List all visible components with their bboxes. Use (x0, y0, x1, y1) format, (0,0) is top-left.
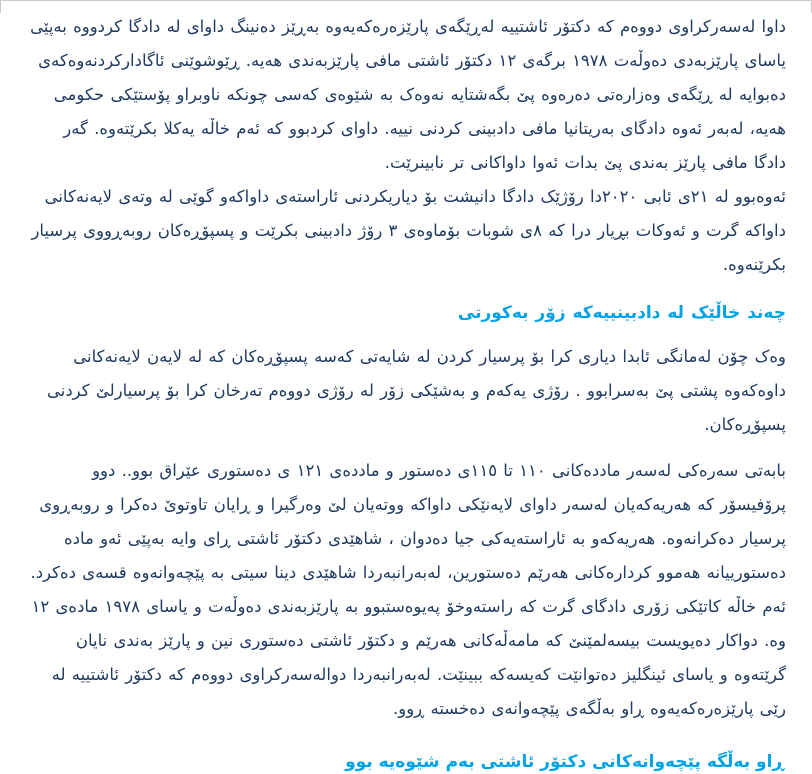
article-body (0, 1, 812, 726)
article-paragraph-4: بابەتی سەرەکی لەسەر ماددەکانی ١١٠ تا ١١٥ی دەستور و ماددەی ١٢١ ی دەستوری عێراق بوو.. دوو پرۆفیسۆر کە هەریەکەیان لەسەر داوای لایەنێکی داواکە ووتەیان لێ وەرگیرا و ڕایان تاوتوێ دەکرا و روبەڕوی پرسیار دەکرانەوە. هەریەکەو بە ئاراستەیەکی جیا دەدوان ، شاهێدی دکتۆر ئاشتی ڕای وایە بەپێی ئەو مادە دەستورییانە هەموو کردارەکانی هەرێم دەستورین، لەبەرانبەردا شاهێدی دینا سیتی بە پێچەوانەوە قسەی دەکرد. ئەم خاڵە کاتێکی زۆری دادگای گرت کە راستەوخۆ پەیوەستبوو بە پارێزبەندی دەوڵەت و یاسای ١٩٧٨ مادەی ١٢ وە. دواکار دەیویست بیسەلمێنێ کە مامەڵەکانی هەرێم و دکتۆر ئاشتی دەستوری نین و پارێز بەندی نایان گرێتەوە و یاسای ئینگلیز دەتوانێت کەیسەکە ببینێت. لەبەرانبەردا دوالەسەرکراوی دووەم کە دکتۆر ئاشتییە لە رێی پارێزەرەکەیەوە ڕاو بەڵگەی پێچەوانەی دەخستە ڕوو. (30, 461, 786, 718)
article-paragraph-2: ئەوەبوو لە ٢١ی ئابی ٢٠٢٠دا رۆژێک دادگا دانیشت بۆ دیاریکردنی ئاراستەی داواکەو گوێی لە وتەی لایەنەکانی داواکە گرت و ئەوکات بڕیار درا کە ٨ی شوبات بۆماوەی ٣ رۆژ دادبینی بکرێت و پسپۆڕەکان روبەڕووی پرسیار بکرێنەوە. (31, 187, 786, 274)
top-left-border-stub (0, 1, 1, 13)
article-paragraph-3: وەک چۆن لەمانگی ئابدا دیاری کرا بۆ پرسیار کردن لە شایەتی کەسە پسپۆڕەکان کە لە لایەن لایەنەکانی داوەکەوە پشتی پێ بەسرابوو . رۆژی یەکەم و بەشێکی زۆر لە رۆژی دووەم تەرخان کرا بۆ پرسیارلێ کردنی پسپۆڕەکان. (46, 347, 786, 434)
partial-bottom-heading: ڕاو بەڵگە پێچەوانەکانی دکتۆر ئاشتی بەم شێوەیە بوو (345, 752, 784, 772)
section-heading: چەند خاڵێک لە دادبینییەکە زۆر بەکورتی (457, 303, 786, 323)
article-paragraph-1: داوا لەسەرکراوی دووەم کە دکتۆر ئاشتییە لەڕێگەی پارێزەرەکەیەوە بەڕێز دەنینگ داوای لە دادگا کردووە بەپێی یاسای پارێزبەدی دەوڵەت ١٩٧٨ برگەی ١٢ دکتۆر ئاشتی مافی پارێزبەندی هەیە. ڕێوشوێنی ئاگادارکردنەوەکەی دەبوایە لە ڕێگەی وەزارەتی دەرەوە پێ بگەشتایە نەوەک بە شێوەی کەسی چونکە ناوبراو پۆستێکی حکومی هەیە، لەبەر ئەوە دادگای بەریتانیا مافی دادبینی کردنی نییە. داوای کردبوو کە ئەم خاڵە یەکلا بکرێتەوە. گەر دادگا مافی پارێز بەندی پێ بدات ئەوا داواکانی تر نابینرێت. (30, 17, 786, 172)
